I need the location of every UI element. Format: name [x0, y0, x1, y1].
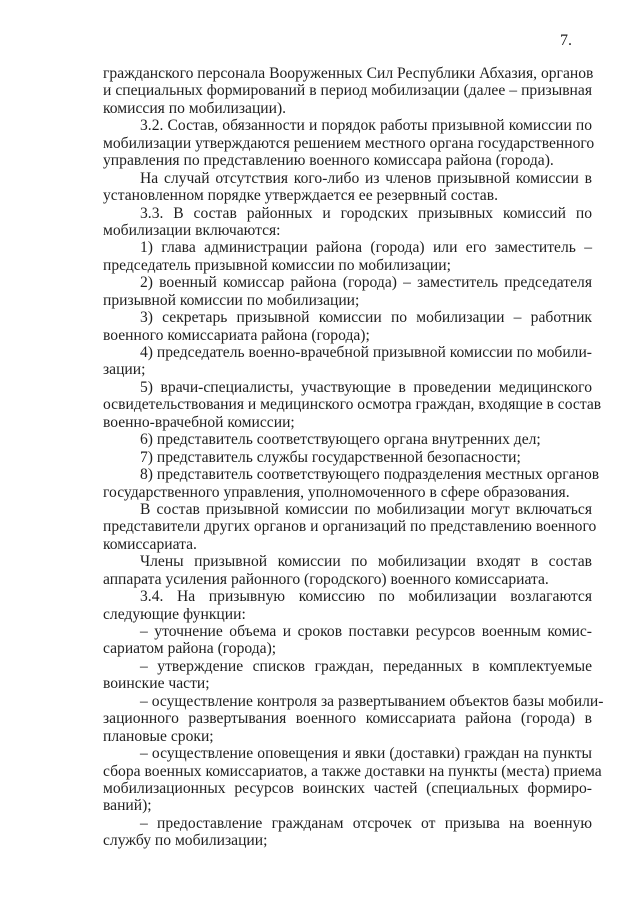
text-line: призывной комиссии по мобилизации; [103, 291, 360, 309]
paragraph [103, 431, 592, 448]
paragraph [103, 815, 592, 850]
paragraph [103, 309, 592, 344]
text-line: Члены призывной комиссии по мобилизации входят в состав [140, 553, 592, 571]
text-line: аппарата усиления районного (городского) военного комиссариата. [103, 570, 549, 588]
text-line: 3.2. Состав, обязанности и порядок работы призывной комиссии по [140, 117, 592, 135]
text-line: ваний); [103, 797, 152, 815]
text-line: следующие функции: [103, 605, 246, 623]
text-line: сбора военных комиссариатов, а также доставки на пункты (места) приема [103, 762, 602, 780]
text-line: сариатом района (города); [103, 640, 277, 658]
paragraph [103, 623, 592, 658]
paragraph [103, 745, 602, 815]
text-line: – осуществление контроля за развертыванием объектов базы мобили- [140, 692, 604, 710]
paragraph [103, 588, 592, 623]
paragraph [103, 239, 592, 274]
paragraph [103, 117, 595, 170]
text-line: – осуществление оповещения и явки (доставки) граждан на пункты [140, 745, 592, 763]
text-line: мобилизации утверждаются решением местного органа государственного [103, 134, 595, 152]
document-body [103, 65, 604, 850]
text-line: военно-врачебной комиссии; [103, 413, 295, 431]
text-line: 3.3. В состав районных и городских призывных комиссий по [140, 204, 592, 222]
paragraph [103, 205, 592, 240]
text-line: военного комиссариата района (города); [103, 326, 370, 344]
text-line: 8) представитель соответствующего подразделения местных органов [140, 466, 600, 484]
paragraph [103, 553, 592, 588]
text-line: воинские части; [103, 675, 210, 693]
text-line: зационного развертывания военного комиссариата района (города) в [103, 710, 592, 728]
text-line: установленном порядке утверждается ее резервный состав. [103, 187, 498, 205]
paragraph [103, 274, 592, 309]
text-line: гражданского персонала Вооруженных Сил Республики Абхазия, органов [103, 65, 594, 82]
paragraph [103, 378, 602, 431]
paragraph [103, 692, 604, 745]
text-line: управления по представлению военного комиссара района (города). [103, 152, 554, 170]
text-line: и специальных формирований в период мобилизации (далее – призывная [103, 82, 592, 100]
text-line: – утверждение списков граждан, переданных в комплектуемые [140, 657, 592, 675]
text-line: плановые сроки; [103, 727, 214, 745]
text-line: 3.4. На призывную комиссию по мобилизации возлагаются [140, 588, 592, 606]
paragraph [103, 344, 592, 379]
text-line: мобилизационных ресурсов воинских частей (специальных формиро- [103, 779, 592, 797]
text-line: мобилизации включаются: [103, 221, 281, 239]
text-line: 6) представитель соответствующего органа внутренних дел; [140, 431, 541, 449]
paragraph [103, 170, 592, 205]
text-line: комиссариата. [103, 535, 197, 553]
text-line: зации; [103, 361, 146, 379]
text-line: 7) представитель службы государственной безопасности; [140, 448, 521, 466]
paragraph [103, 658, 592, 693]
text-line: 1) глава администрации района (города) или его заместитель – [140, 239, 592, 257]
text-line: 4) председатель военно-врачебной призывной комиссии по мобили- [140, 344, 592, 361]
text-line: – уточнение объема и сроков поставки ресурсов военным комис- [140, 623, 592, 640]
text-line: 3) секретарь призывной комиссии по мобилизации – работник [140, 309, 592, 327]
text-line: комиссия по мобилизации). [103, 99, 287, 117]
paragraph [103, 500, 597, 553]
text-line: 5) врачи-специалисты, участвующие в проведении медицинского [140, 378, 592, 396]
paragraph [103, 65, 592, 117]
text-line: представители других органов и организаций по представлению военного [103, 518, 597, 536]
paragraph [103, 449, 592, 466]
text-line: На случай отсутствия кого-либо из членов призывной комиссии в [140, 169, 592, 187]
text-line: освидетельствования и медицинского осмотра граждан, входящие в состав [103, 396, 602, 414]
text-line: службу по мобилизации; [103, 832, 268, 850]
text-line: – предоставление гражданам отсрочек от призыва на военную [140, 814, 592, 832]
text-line: В состав призывной комиссии по мобилизации могут включаться [140, 500, 592, 518]
text-line: председатель призывной комиссии по мобилизации; [103, 256, 451, 274]
text-line: 2) военный комиссар района (города) – заместитель председателя [140, 274, 592, 292]
text-line: государственного управления, уполномоченного в сфере образования. [103, 483, 570, 501]
page-number: 7. [560, 32, 572, 49]
paragraph [103, 466, 600, 501]
